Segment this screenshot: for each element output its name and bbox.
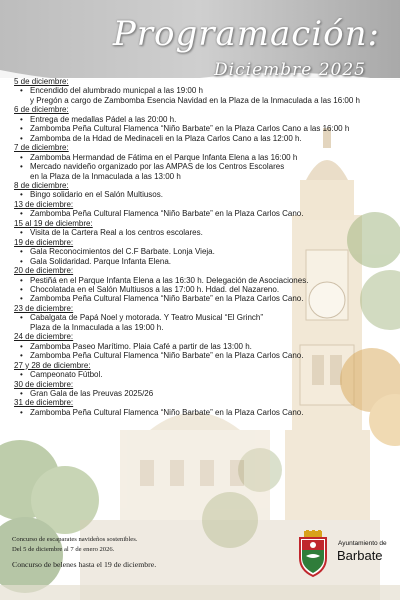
day-date: 8 de diciembre: (14, 180, 69, 190)
schedule-day (14, 380, 400, 399)
day-date: 19 de diciembre: (14, 237, 74, 247)
day-date: 6 de diciembre: (14, 105, 69, 115)
header (0, 0, 400, 78)
event-item-continuation: Plaza de la Inmaculada a las 19:00 h. (30, 322, 164, 332)
day-date: 24 de diciembre: (14, 332, 74, 342)
event-item: • Zambomba Peña Cultural Flamenca “Niño Barbate” en la Plaza Carlos Cano. (14, 408, 400, 417)
nativity-contest-note: Concurso de belenes hasta el 19 de diciembre. (12, 560, 157, 569)
schedule-day (14, 77, 400, 105)
event-item: • Gala Solidaridad. Parque Infanta Elena. (14, 257, 400, 266)
schedule-day (14, 332, 400, 360)
event-item: • Entrega de medallas Pádel a las 20:00 h. (14, 115, 400, 124)
schedule-day (14, 361, 400, 380)
shop-window-contest-dates: Del 5 de diciembre al 7 de enero 2026. (12, 546, 115, 553)
schedule-day (14, 304, 400, 332)
event-item: • Gran Gala de las Preuvas 2025/26 (14, 389, 400, 398)
event-schedule (14, 77, 400, 417)
event-item: • Zambomba Peña Cultural Flamenca “Niño Barbate” en la Plaza Carlos Cano. (14, 351, 400, 360)
day-date: 31 de diciembre: (14, 398, 74, 408)
event-item: • Mercado navideño organizado por las AMPAS de los Centros Escolares (14, 162, 400, 171)
event-item: • Bingo solidario en el Salón Multiusos. (14, 190, 400, 199)
schedule-day (14, 143, 400, 181)
coat-of-arms-icon (298, 530, 328, 578)
shop-window-contest-note: Concurso de escaparates navideños sostenibles. (12, 536, 138, 543)
organization-prefix: Ayuntamiento de (338, 540, 387, 547)
event-item-continuation: y Pregón a cargo de Zambomba Esencia Navidad en la Plaza de la Inmaculada a las 16:00 h (30, 95, 360, 105)
schedule-day (14, 238, 400, 266)
schedule-day (14, 219, 400, 238)
event-item: • Zambomba de la Hdad de Medinaceli en la Plaza Carlos Cano a las 12:00 h. (14, 134, 400, 143)
day-date: 30 de diciembre: (14, 379, 74, 389)
schedule-day (14, 105, 400, 143)
page-title: Programación: (112, 14, 380, 54)
event-item: • Gala Reconocimientos del C.F Barbate. Lonja Vieja. (14, 247, 400, 256)
day-date: 27 y 28 de diciembre: (14, 360, 91, 370)
event-item: • Cabalgata de Papá Noel y motorada. Y Teatro Musical “El Grinch” (14, 313, 400, 322)
day-date: 23 de diciembre: (14, 303, 74, 313)
event-item: • Zambomba Peña Cultural Flamenca “Niño Barbate” en la Plaza Carlos Cano. (14, 209, 400, 218)
schedule-day (14, 181, 400, 200)
event-item: • Zambomba Peña Cultural Flamenca “Niño Barbate” en la Plaza Carlos Cano. (14, 294, 400, 303)
schedule-day (14, 266, 400, 304)
day-date: 13 de diciembre: (14, 199, 74, 209)
schedule-day (14, 398, 400, 417)
event-item: • Pestiñá en el Parque Infanta Elena a las 16:30 h. Delegación de Asociaciones. (14, 276, 400, 285)
day-date: 20 de diciembre: (14, 266, 74, 276)
schedule-day (14, 200, 400, 219)
event-item-continuation: en la Plaza de la Inmaculada a las 13:00 h (30, 171, 181, 181)
day-date: 7 de diciembre: (14, 143, 69, 153)
event-item: • Zambomba Peña Cultural Flamenca “Niño Barbate” en la Plaza Carlos Cano a las 16:00 h (14, 124, 400, 133)
event-item: • Zambomba Paseo Marítimo. Plaia Café a partir de las 13:00 h. (14, 342, 400, 351)
page-subtitle: Diciembre 2025 (214, 60, 366, 80)
day-date: 5 de diciembre: (14, 77, 69, 86)
event-item: • Visita de la Cartera Real a los centros escolares. (14, 228, 400, 237)
organization-name: Barbate (337, 548, 383, 563)
event-item: • Campeonato Fútbol. (14, 370, 400, 379)
event-item: • Zambomba Hermandad de Fátima en el Parque Infanta Elena a las 16:00 h (14, 153, 400, 162)
event-item: • Chocolatada en el Salón Multiusos a las 17:00 h. Hdad. del Nazareno. (14, 285, 400, 294)
day-date: 15 al 19 de diciembre: (14, 218, 93, 228)
event-item: • Encendido del alumbrado municpal a las 19:00 h (14, 86, 400, 95)
